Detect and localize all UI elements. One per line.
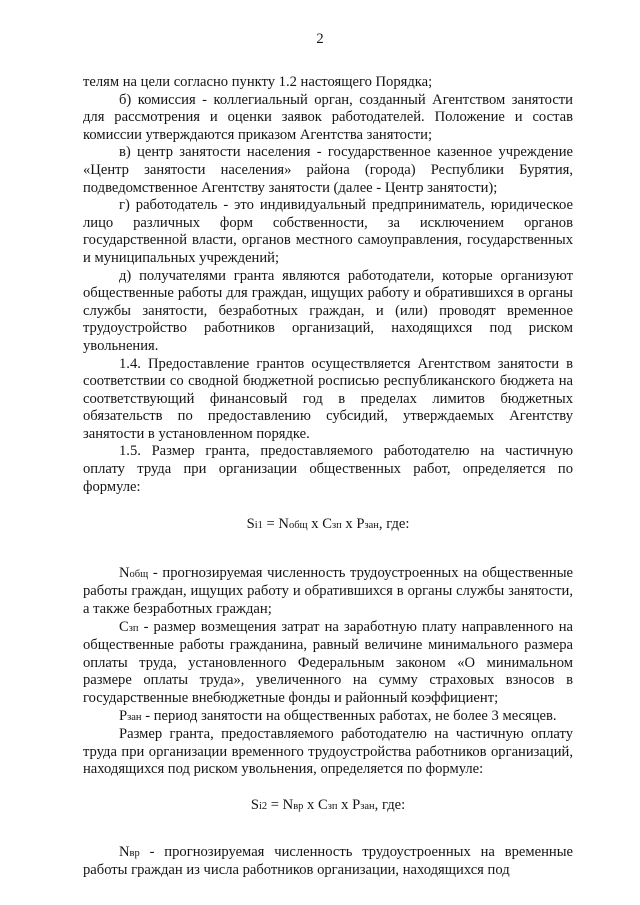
definition-text: - размер возмещения затрат на заработную плату направленного на общественные работы гражданина, равный величине минимального размера оплаты труда, установленного Федеральным законом «О минимальном размере оплаты труда», увеличенного на сумму страховых взносов в государственные внебюджетные фонды и районный коэффициент;: [83, 618, 573, 706]
definition-text: - прогнозируемая численность трудоустроенных на временные работы граждан из числа работников организации, находящихся под: [83, 843, 573, 879]
definition-p-zan: [83, 708, 573, 727]
formula-symbol-C: C: [322, 516, 332, 533]
formula-where: , где:: [378, 516, 410, 533]
formula-symbol-S: S: [250, 796, 259, 813]
sub-vr: вр: [129, 847, 140, 859]
page-number: 2: [316, 31, 324, 47]
formula-where: , где:: [374, 796, 406, 813]
formula-symbol-N: N: [278, 516, 289, 533]
formula-2: [83, 797, 573, 816]
sub-zan: зан: [127, 711, 142, 723]
formula-sub-zan: зан: [360, 800, 375, 812]
paragraph-definition-g: г) работодатель - это индивидуальный предприниматель, юридическое лицо различных форм собственности, за исключением органов государственной власти, органов местного самоуправления, государственных и муниципальных учреждений;: [83, 197, 573, 266]
document-body: [83, 74, 573, 880]
formula-sub-zan: зан: [364, 520, 379, 532]
formula-sub-obsch: общ: [288, 520, 308, 532]
formula-times: x: [337, 796, 353, 813]
formula-symbol-P: P: [352, 796, 361, 813]
paragraph-definition-d: д) получателями гранта являются работодатели, которые организуют общественные работы для граждан, ищущих работу и обратившихся в органы службы занятости, безработных граждан, и (или) проводят временное трудоустройство работников организаций, находящихся под риском увольнения.: [83, 267, 573, 354]
symbol-N: N: [119, 843, 130, 860]
formula-times: x: [341, 516, 357, 533]
formula-equals: =: [262, 516, 279, 533]
formula-sub-zp: зп: [331, 520, 342, 532]
formula-1: [83, 516, 573, 535]
formula-symbol-S: S: [246, 516, 255, 533]
symbol-N: N: [119, 564, 130, 581]
formula-times: x: [307, 516, 323, 533]
formula-symbol-N: N: [282, 796, 294, 813]
symbol-C: C: [119, 618, 129, 635]
paragraph-1-4: 1.4. Предоставление грантов осуществляется Агентством занятости в соответствии со сводной бюджетной росписью республиканского бюджета на соответствующий финансовый год в пределах лимитов бюджетных обязательств по предоставлению субсидий, утверждаемых Агентству занятости в установленном порядке.: [83, 355, 573, 442]
definition-n-obsch: [83, 565, 573, 619]
definition-n-vr: [83, 844, 573, 880]
paragraph-definition-v: в) центр занятости населения - государственное казенное учреждение «Центр занятости населения» района (города) Республики Бурятия, подведомственное Агентству занятости (далее - Центр занятости);: [83, 144, 573, 196]
definition-text: - период занятости на общественных работах, не более 3 месяцев.: [141, 707, 557, 724]
formula-equals: =: [267, 796, 283, 813]
formula-times: x: [303, 796, 318, 813]
sub-zp: зп: [128, 622, 139, 634]
paragraph-definition-b: б) комиссия - коллегиальный орган, созданный Агентством занятости для рассмотрения и оценки заявок работодателей. Положение и состав комиссии утверждаются приказом Агентства занятости;: [83, 91, 573, 143]
paragraph-grant-size-temp: Размер гранта, предоставляемого работодателю на частичную оплату труда при организации временного трудоустройства работников организаций, находящихся под риском увольнения, определяется по формуле:: [83, 726, 573, 778]
definition-text: - прогнозируемая численность трудоустроенных на общественные работы граждан, ищущих работу и обратившихся в органы службы занятости, а также безработных граждан;: [83, 564, 573, 618]
formula-sub-vr: вр: [293, 800, 304, 812]
formula-sub-zp: зп: [327, 800, 338, 812]
formula-sub-i1: i1: [254, 520, 263, 532]
formula-symbol-P: P: [356, 516, 365, 533]
paragraph: телям на цели согласно пункту 1.2 настоящего Порядка;: [83, 74, 433, 90]
definition-c-zp: [83, 619, 573, 708]
sub-obsch: общ: [129, 568, 149, 580]
formula-sub-i2: i2: [258, 800, 268, 812]
formula-symbol-C: C: [318, 796, 328, 813]
symbol-P: P: [119, 707, 128, 724]
paragraph-1-5: 1.5. Размер гранта, предоставляемого работодателю на частичную оплату труда при организации общественных работ, определяется по формуле:: [83, 443, 573, 495]
